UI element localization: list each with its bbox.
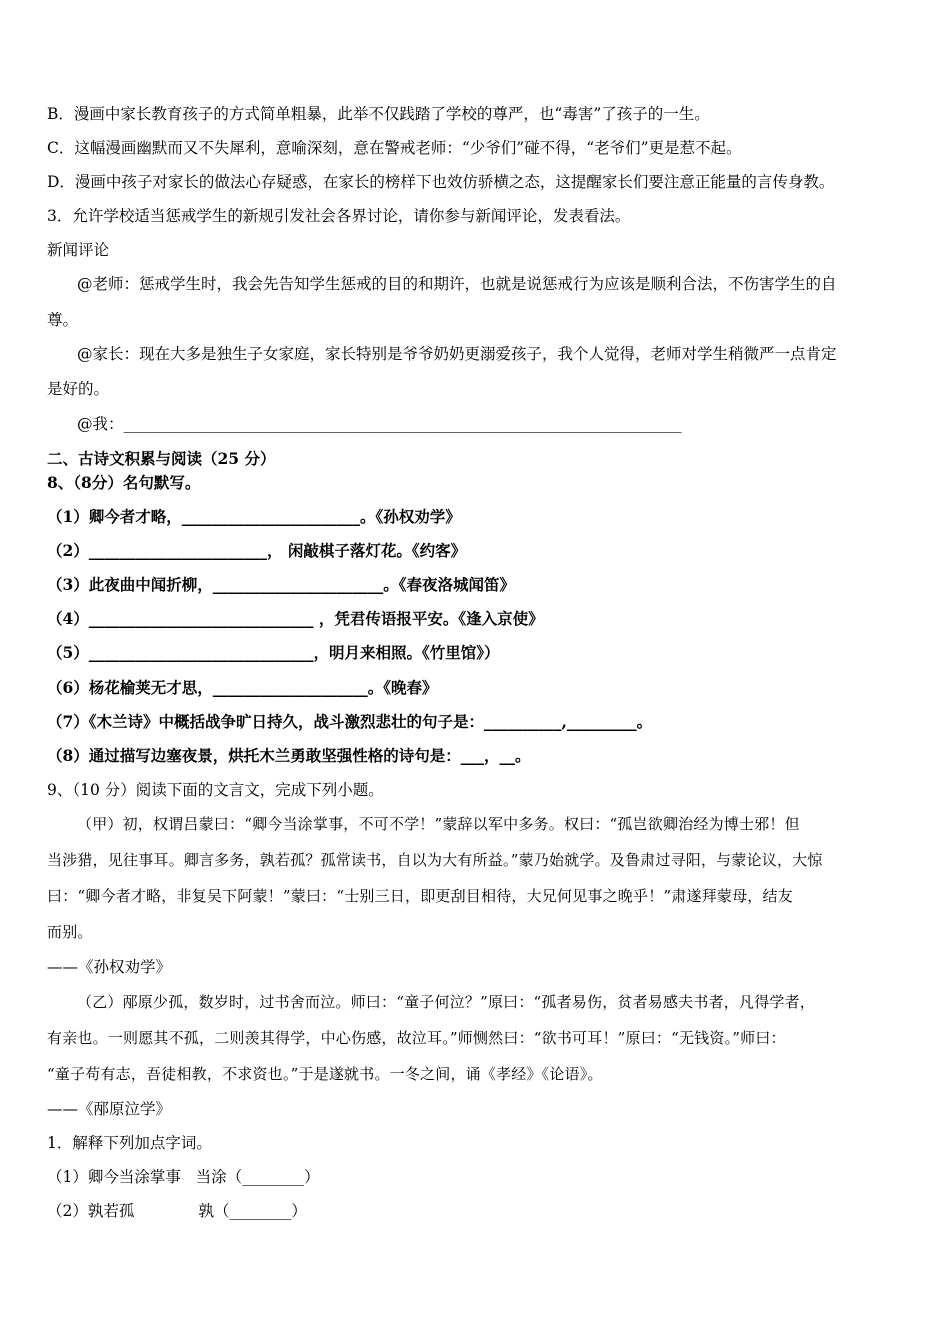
subquestion-1-heading: 1．解释下列加点字词。 — [47, 1134, 212, 1152]
option-d: D．漫画中孩子对家长的做法心存疑惑，在家长的榜样下也效仿骄横之态，这提醒家长们要注意正能量的言传身教。 — [47, 173, 835, 191]
passage-jia-line1: （甲）初，权谓吕蒙曰：“卿今当涂掌事，不可不学！”蒙辞以军中多务。权曰：“孤岂欲卿治经为博士邪！但 — [77, 815, 800, 833]
q8-item-2: （2）_______________________， 闲敲棋子落灯花。《约客》 — [47, 541, 467, 560]
q8-item-6: （6）杨花榆荚无才思，____________________。《晚春》 — [47, 678, 438, 697]
teacher-comment-line1: @老师：惩戒学生时，我会先告知学生惩戒的目的和期许，也就是说惩戒行为应该是顺利合法，不伤害学生的自 — [77, 275, 837, 293]
q8-item-5: （5）_____________________________，明月来相照。《竹里馆》） — [47, 643, 500, 662]
passage-jia-line3: 曰：“卿今者才略，非复吴下阿蒙！”蒙曰：“士别三日，即更刮目相待，大兄何见事之晚乎！”肃遂拜蒙母，结友 — [47, 887, 793, 905]
passage-jia-line2: 当涉猎，见往事耳。卿言多务，孰若孤？孤常读书，自以为大有所益。”蒙乃始就学。及鲁肃过寻阳，与蒙论议，大惊 — [47, 851, 823, 869]
q8-item-1: （1）卿今者才略，_______________________。《孙权劝学》 — [47, 507, 461, 526]
question-3-prompt: 3．允许学校适当惩戒学生的新规引发社会各界讨论，请你参与新闻评论，发表看法。 — [47, 207, 631, 225]
option-b: B．漫画中家长教育孩子的方式简单粗暴，此举不仅践踏了学校的尊严，也“毒害”了孩子的一生。 — [47, 105, 710, 123]
teacher-comment-line2: 尊。 — [47, 311, 79, 329]
passage-yi-line1: （乙）邴原少孤，数岁时，过书舍而泣。师曰：“童子何泣？”原曰：“孤者易伤，贫者易感夫书者，凡得学者， — [77, 993, 816, 1011]
passage-yi-line2: 有亲也。一则愿其不孤，二则羡其得学，中心伤感，故泣耳。”师恻然曰：“欲书可耳！”原曰：“无钱资。”师曰： — [47, 1029, 786, 1047]
news-comment-heading: 新闻评论 — [47, 241, 110, 259]
subquestion-1-item-1: （1）卿今当涂掌事 当涂（________） — [47, 1168, 320, 1186]
q8-item-3: （3）此夜曲中闻折柳，______________________。《春夜洛城闻笛》 — [47, 575, 516, 594]
q8-item-8: （8）通过描写边塞夜景，烘托木兰勇敢坚强性格的诗句是：___，__。 — [47, 746, 531, 765]
my-comment-blank: @我：________________________________________________________________________ — [77, 415, 682, 433]
question-9-heading: 9、（10 分）阅读下面的文言文，完成下列小题。 — [47, 781, 384, 799]
parent-comment-line2: 是好的。 — [47, 380, 110, 398]
passage-jia-source: ——《孙权劝学》 — [47, 958, 172, 976]
q8-item-7: （7）《木兰诗》中概括战争旷日持久，战斗激烈悲壮的句子是：__________,_________。 — [47, 712, 653, 731]
parent-comment-line1: @家长：现在大多是独生子女家庭，家长特别是爷爷奶奶更溺爱孩子，我个人觉得，老师对学生稍微严一点肯定 — [77, 345, 837, 363]
subquestion-1-item-2: （2）孰若孤 孰（________） — [47, 1202, 307, 1220]
q8-item-4: （4）_____________________________ ，凭君传语报平安。《逢入京使》 — [47, 609, 544, 628]
passage-yi-source: ——《邴原泣学》 — [47, 1100, 172, 1118]
section-2-title: 二、古诗文积累与阅读（25 分） — [47, 449, 276, 468]
passage-jia-line4: 而别。 — [47, 923, 93, 941]
passage-yi-line3: “童子苟有志，吾徒相教，不求资也。”于是遂就书。一冬之间，诵《孝经》《论语》。 — [47, 1065, 603, 1083]
option-c: C．这幅漫画幽默而又不失犀利，意喻深刻，意在警戒老师：“少爷们”碰不得，“老爷们”更是惹不起。 — [47, 139, 742, 157]
question-8-heading: 8、（8分）名句默写。 — [47, 473, 201, 492]
